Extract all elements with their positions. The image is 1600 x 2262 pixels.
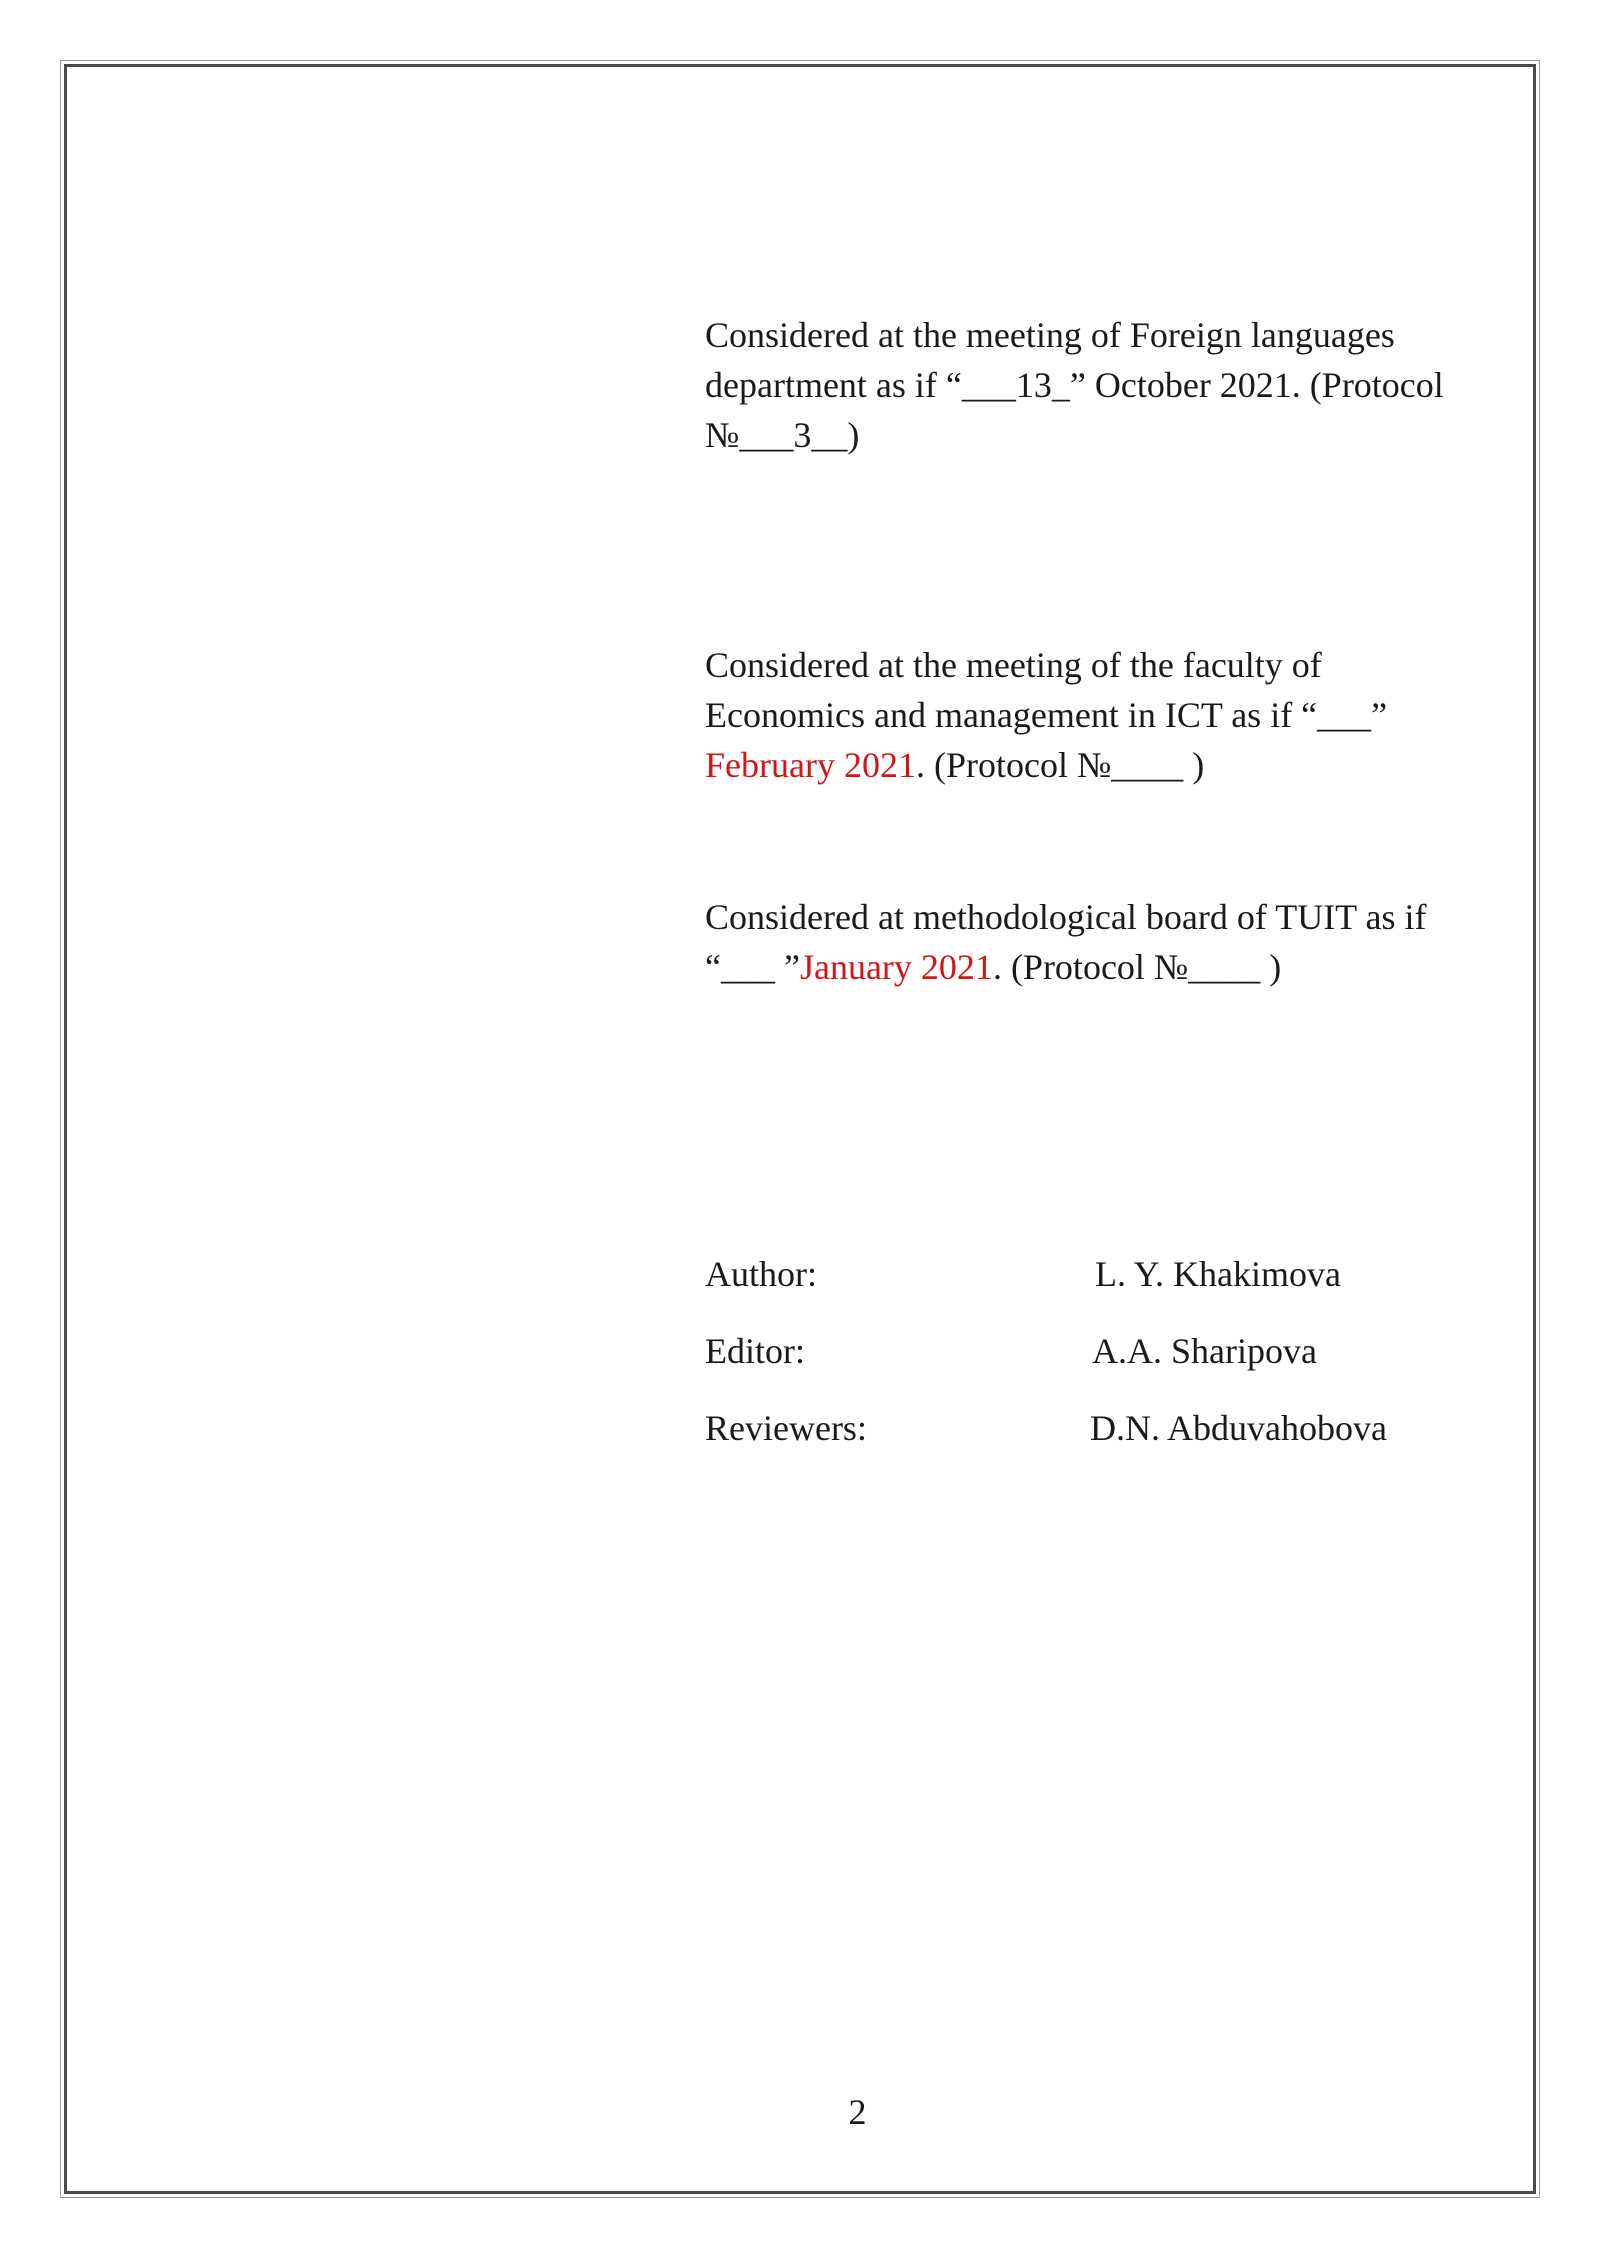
editor-name: A.A. Sharipova (1092, 1331, 1317, 1371)
department-approval-text: Considered at the meeting of Foreign languages department as if “___13_” October 2021. (Protocol №___3__) (705, 315, 1444, 455)
board-approval-text: Considered at methodological board of TUIT as if “___ ” (705, 897, 1427, 987)
faculty-approval-paragraph (705, 640, 1445, 790)
reviewers-label: Reviewers: (705, 1408, 867, 1448)
faculty-approval-date: February 2021 (705, 745, 916, 785)
editor-label: Editor: (705, 1331, 805, 1371)
page-number: 2 (848, 2092, 867, 2132)
reviewers-name: D.N. Abduvahobova (1090, 1408, 1387, 1448)
board-approval-date: January 2021 (799, 947, 993, 987)
department-approval-note (705, 310, 1445, 460)
board-approval-paragraph (705, 892, 1445, 992)
board-approval-note (705, 892, 1445, 992)
faculty-approval-text: Considered at the meeting of the faculty of Economics and management in ICT as if “___” (705, 645, 1388, 735)
faculty-approval-protocol: . (Protocol №____ ) (915, 745, 1205, 785)
author-label: Author: (705, 1254, 817, 1294)
author-name: L. Y. Khakimova (1095, 1254, 1341, 1294)
board-approval-protocol: . (Protocol №____ ) (992, 947, 1282, 987)
faculty-approval-note (705, 640, 1445, 790)
